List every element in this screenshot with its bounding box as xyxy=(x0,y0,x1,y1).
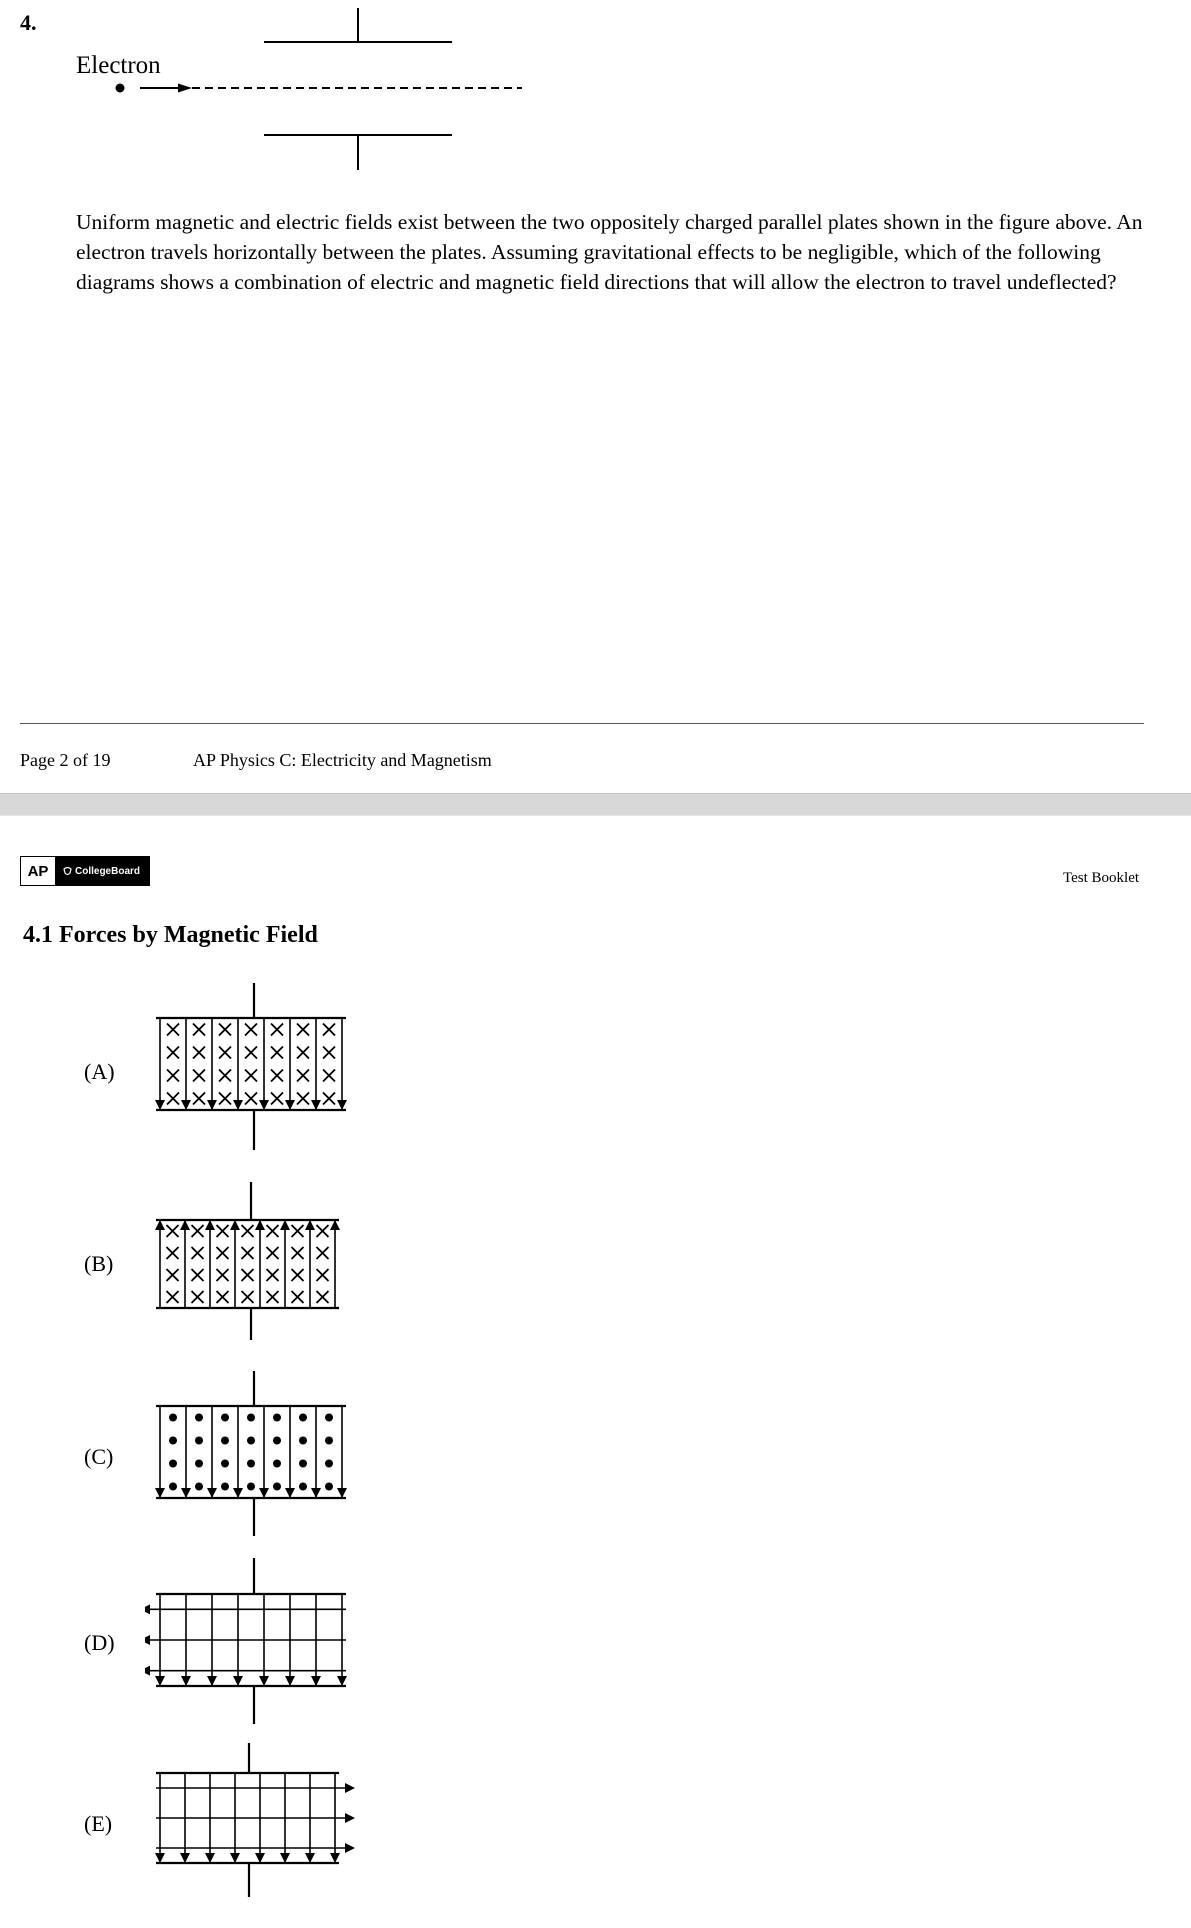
b-field-out-of-page-mark xyxy=(299,1414,307,1422)
b-field-out-of-page-mark xyxy=(247,1414,255,1422)
b-field-out-of-page-mark xyxy=(273,1437,281,1445)
choice-c-diagram[interactable] xyxy=(145,1368,365,1540)
parallel-plates-figure xyxy=(100,0,540,180)
field-arrowhead xyxy=(230,1853,240,1863)
choice-a-diagram[interactable] xyxy=(145,980,365,1155)
b-field-out-of-page-mark xyxy=(195,1483,203,1491)
field-arrowhead xyxy=(181,1488,191,1498)
field-arrowhead xyxy=(255,1220,265,1230)
field-arrowhead xyxy=(345,1843,355,1853)
choice-e-label[interactable]: (E) xyxy=(84,1811,113,1836)
ap-collegeboard-logo xyxy=(20,856,150,886)
field-arrowhead xyxy=(181,1100,191,1110)
field-arrowhead xyxy=(259,1100,269,1110)
electron-label: Electron xyxy=(76,52,161,79)
choice-d-label[interactable]: (D) xyxy=(84,1630,115,1655)
b-field-out-of-page-mark xyxy=(221,1460,229,1468)
b-field-out-of-page-mark xyxy=(195,1460,203,1468)
b-field-out-of-page-mark xyxy=(169,1460,177,1468)
field-arrowhead xyxy=(259,1676,269,1686)
field-arrowhead xyxy=(145,1666,150,1676)
ap-logo-text: AP xyxy=(21,857,55,885)
field-arrowhead xyxy=(230,1220,240,1230)
field-arrowhead xyxy=(280,1853,290,1863)
field-arrowhead xyxy=(205,1220,215,1230)
field-arrowhead xyxy=(181,1676,191,1686)
velocity-arrow-head xyxy=(178,84,192,93)
field-arrowhead xyxy=(337,1100,347,1110)
field-arrowhead xyxy=(280,1220,290,1230)
question-text: Uniform magnetic and electric fields exist between the two oppositely charged parallel plates shown in the figure above. An electron travels horizontally between the plates. Assuming gravitational effects to be negligible, which of the following diagrams shows a combination of electric and magnetic field directions that will allow the electron to travel undeflected? xyxy=(76,210,1143,294)
b-field-out-of-page-mark xyxy=(169,1483,177,1491)
b-field-out-of-page-mark xyxy=(299,1437,307,1445)
footer-divider xyxy=(20,723,1144,724)
b-field-out-of-page-mark xyxy=(221,1437,229,1445)
electron-dot xyxy=(116,84,125,93)
b-field-out-of-page-mark xyxy=(325,1414,333,1422)
field-arrowhead xyxy=(205,1853,215,1863)
test-booklet-label: Test Booklet xyxy=(1063,870,1140,886)
field-arrowhead xyxy=(305,1220,315,1230)
field-arrowhead xyxy=(285,1488,295,1498)
b-field-out-of-page-mark xyxy=(325,1483,333,1491)
course-title: AP Physics C: Electricity and Magnetism xyxy=(193,750,492,770)
b-field-out-of-page-mark xyxy=(299,1460,307,1468)
field-arrowhead xyxy=(233,1100,243,1110)
b-field-out-of-page-mark xyxy=(273,1460,281,1468)
field-arrowhead xyxy=(155,1488,165,1498)
choice-e-diagram[interactable] xyxy=(145,1741,365,1901)
field-arrowhead xyxy=(180,1853,190,1863)
field-arrowhead xyxy=(155,1676,165,1686)
field-arrowhead xyxy=(285,1676,295,1686)
field-arrowhead xyxy=(259,1488,269,1498)
choice-a-label[interactable]: (A) xyxy=(84,1059,115,1084)
field-arrowhead xyxy=(305,1853,315,1863)
field-arrowhead xyxy=(330,1853,340,1863)
field-arrowhead xyxy=(285,1100,295,1110)
field-arrowhead xyxy=(207,1488,217,1498)
field-arrowhead xyxy=(207,1100,217,1110)
page-separator xyxy=(0,793,1191,816)
field-arrowhead xyxy=(255,1853,265,1863)
b-field-out-of-page-mark xyxy=(221,1414,229,1422)
b-field-out-of-page-mark xyxy=(169,1414,177,1422)
field-arrowhead xyxy=(330,1220,340,1230)
b-field-out-of-page-mark xyxy=(195,1437,203,1445)
b-field-out-of-page-mark xyxy=(247,1483,255,1491)
field-arrowhead xyxy=(337,1676,347,1686)
b-field-out-of-page-mark xyxy=(195,1414,203,1422)
field-arrowhead xyxy=(207,1676,217,1686)
page-number: Page 2 of 19 xyxy=(20,750,111,770)
field-arrowhead xyxy=(233,1488,243,1498)
b-field-out-of-page-mark xyxy=(325,1460,333,1468)
field-arrowhead xyxy=(155,1220,165,1230)
question-number: 4. xyxy=(20,10,37,35)
field-arrowhead xyxy=(311,1100,321,1110)
choice-c-label[interactable]: (C) xyxy=(84,1444,114,1469)
collegeboard-logo-text: CollegeBoard xyxy=(75,865,141,877)
field-arrowhead xyxy=(311,1488,321,1498)
b-field-out-of-page-mark xyxy=(247,1460,255,1468)
field-arrowhead xyxy=(180,1220,190,1230)
b-field-out-of-page-mark xyxy=(273,1414,281,1422)
section-title: 4.1 Forces by Magnetic Field xyxy=(23,922,318,948)
b-field-out-of-page-mark xyxy=(273,1483,281,1491)
field-arrowhead xyxy=(155,1100,165,1110)
field-arrowhead xyxy=(311,1676,321,1686)
field-arrowhead xyxy=(345,1783,355,1793)
field-arrowhead xyxy=(145,1635,150,1645)
b-field-out-of-page-mark xyxy=(299,1483,307,1491)
b-field-out-of-page-mark xyxy=(221,1483,229,1491)
field-arrowhead xyxy=(337,1488,347,1498)
choice-b-label[interactable]: (B) xyxy=(84,1251,114,1276)
choice-b-diagram[interactable] xyxy=(145,1178,365,1345)
acorn-icon xyxy=(63,866,72,876)
field-arrowhead xyxy=(233,1676,243,1686)
b-field-out-of-page-mark xyxy=(169,1437,177,1445)
choice-d-diagram[interactable] xyxy=(145,1556,365,1728)
b-field-out-of-page-mark xyxy=(247,1437,255,1445)
field-arrowhead xyxy=(145,1604,150,1614)
field-arrowhead xyxy=(345,1813,355,1823)
b-field-out-of-page-mark xyxy=(325,1437,333,1445)
field-arrowhead xyxy=(155,1853,165,1863)
